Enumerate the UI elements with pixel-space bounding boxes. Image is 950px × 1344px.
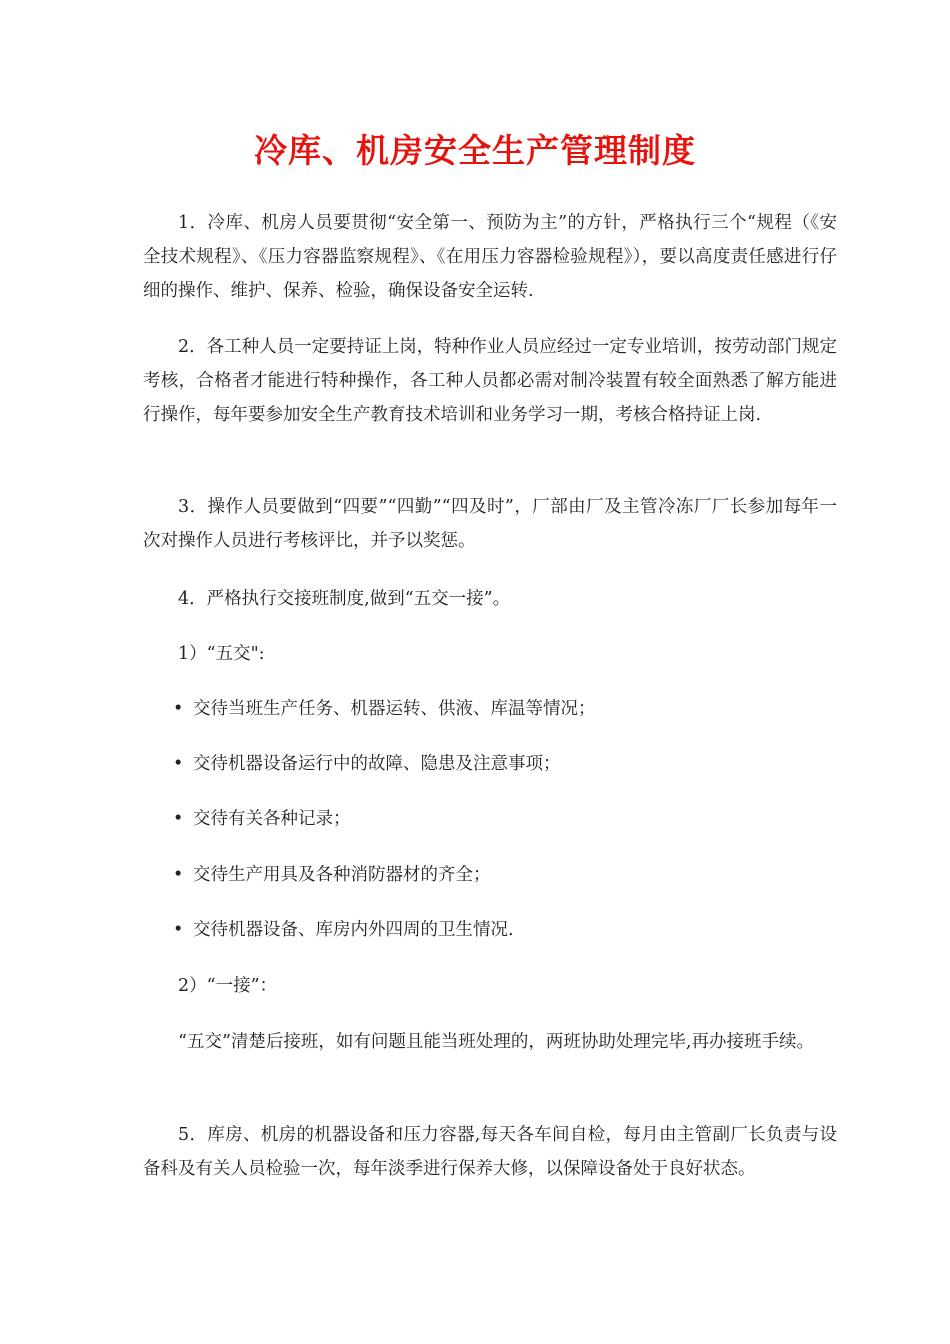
paragraph-1: 1．冷库、机房人员要贯彻“安全第一、预防为主”的方针，严格执行三个“规程（《安全技术规程》、《压力容器监察规程》、《在用压力容器检验规程》），要以高度责任感进行仔细的操作、维护、保养、检验，确保设备安全运转. [143, 213, 837, 301]
bullet-item [173, 692, 596, 726]
bullet-text: 交待生产用具及各种消防器材的齐全； [193, 865, 491, 885]
bullet-icon: • [173, 754, 184, 774]
subheading-five-handovers: 1）“五交": [178, 644, 265, 664]
paragraph-5: 5．库房、机房的机器设备和压力容器,每天各车间自检，每月由主管副厂长负责与设备科及有关人员检验一次，每年淡季进行保养大修，以保障设备处于良好状态。 [143, 1125, 837, 1179]
subheading-one-takeover: 2）“一接”： [178, 976, 278, 996]
paragraph-4: 4．严格执行交接班制度,做到“五交一接”。 [178, 589, 511, 609]
paragraph-3: 3．操作人员要做到“四要”“四勤”“四及时”，厂部由厂及主管冷冻厂厂长参加每年一次对操作人员进行考核评比，并予以奖惩。 [143, 497, 837, 551]
bullet-icon: • [173, 699, 184, 719]
bullet-text: 交待机器设备运行中的故障、隐患及注意事项； [193, 754, 561, 774]
bullet-item [173, 747, 561, 781]
bullet-icon: • [173, 809, 184, 829]
bullet-text: 交待当班生产任务、机器运转、供液、库温等情况； [193, 699, 596, 719]
bullet-item [173, 802, 351, 836]
paragraph-handover: “五交”清楚后接班，如有问题且能当班处理的，两班协助处理完毕,再办接班手续。 [178, 1032, 814, 1052]
bullet-text: 交待机器设备、库房内外四周的卫生情况. [193, 920, 514, 940]
bullet-icon: • [173, 865, 184, 885]
bullet-icon: • [173, 920, 184, 940]
bullet-text: 交待有关各种记录； [193, 809, 351, 829]
document-title: 冷库、机房安全生产管理制度 [254, 131, 696, 170]
bullet-item [173, 913, 514, 947]
bullet-item [173, 858, 491, 892]
paragraph-2: 2．各工种人员一定要持证上岗，特种作业人员应经过一定专业培训，按劳动部门规定考核，合格者才能进行特种操作，各工种人员都必需对制冷装置有较全面熟悉了解方能进行操作，每年要参加安全生产教育技术培训和业务学习一期，考核合格持证上岗. [143, 337, 837, 425]
